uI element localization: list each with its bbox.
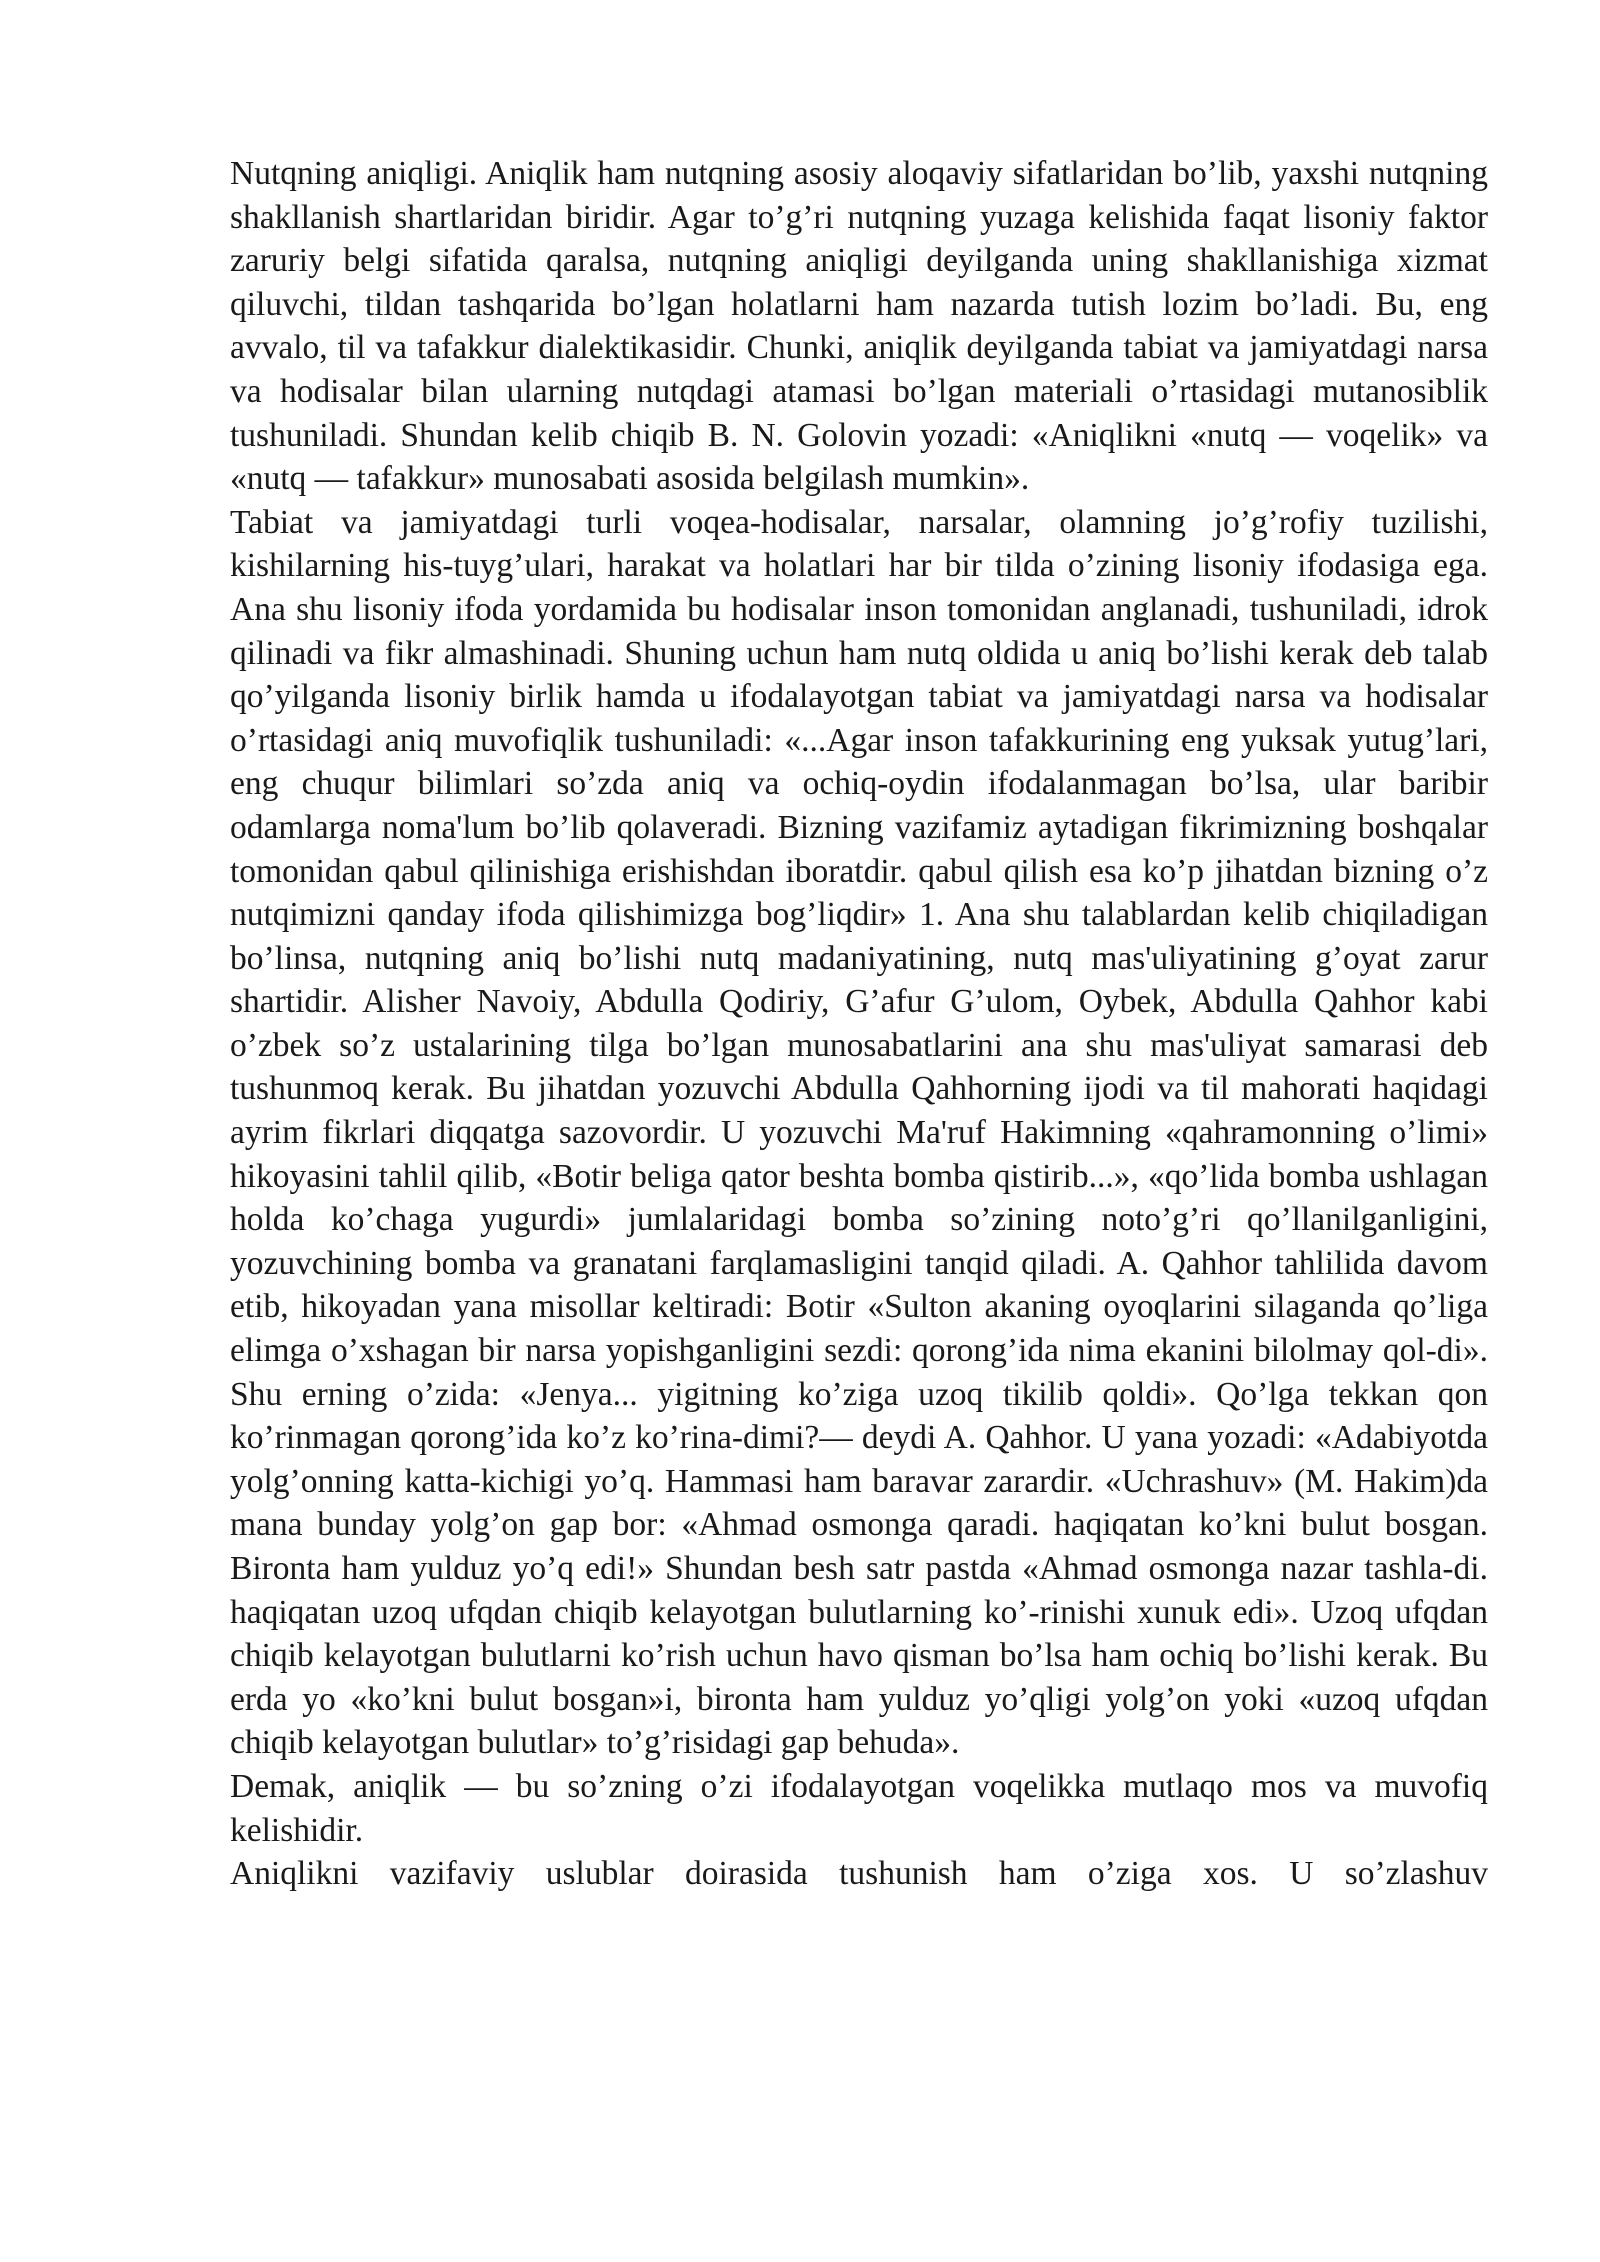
paragraph-tabiat-va-jamiyat: Tabiat va jamiyatdagi turli voqea-hodisalar, narsalar, olamning jo’g’rofiy tuzilishi, kishilarning his-tuyg’ulari, harakat va holatlari har bir tilda o’zining lisoniy ifodasiga ega. Ana shu lisoniy ifoda yordamida bu hodisalar inson tomonidan anglanadi, tushuniladi, idrok qilinadi va fikr almashinadi. Shuning uchun ham nutq oldida u aniq bo’lishi kerak deb talab qo’yilganda lisoniy birlik hamda u ifodalayotgan tabiat va jamiyatdagi narsa va hodisalar o’rtasidagi aniq muvofiqlik tushuniladi: «...Agar inson tafakkurining eng yuksak yutug’lari, eng chuqur bilimlari so’zda aniq va ochiq-oydin ifodalanmagan bo’lsa, ular baribir odamlarga noma'lum bo’lib qolaveradi. Bizning vazifamiz aytadigan fikrimizning boshqalar tomonidan qabul qilinishiga erishishdan iboratdir. qabul qilish esa ko’p jihatdan bizning o’z nutqimizni qanday ifoda qilishimizga bog’liqdir» 1. Ana shu talablardan kelib chiqiladigan bo’linsa, nutqning aniq bo’lishi nutq madaniyatining, nutq mas'uliyatining g’oyat zarur shartidir. Alisher Navoiy, Abdulla Qodiriy, G’afur G’ulom, Oybek, Abdulla Qahhor kabi o’zbek so’z ustalarining tilga bo’lgan munosabatlarini ana shu mas'uliyat samarasi deb tushunmoq kerak. Bu jihatdan yozuvchi Abdulla Qahhorning ijodi va til mahorati haqidagi ayrim fikrlari diqqatga sazovordir. U yozuvchi Ma'ruf Hakimning «qahramonning o’limi» hikoyasini tahlil qilib, «Botir beliga qator beshta bomba qistirib...», «qo’lida bomba ushlagan holda ko’chaga yugurdi» jumlalaridagi bomba so’zining noto’g’ri qo’llanilganligini, yozuvchining bomba va granatani farqlamasligini tanqid qiladi. A. Qahhor tahlilida davom etib, hikoyadan yana misollar keltiradi: Botir «Sulton akaning oyoqlarini silaganda qo’liga elimga o’xshagan bir narsa yopishganligini sezdi: qorong’ida nima ekanini bilolmay qol-di». Shu erning o’zida: «Jenya... yigitning ko’ziga uzoq tikilib qoldi». Qo’lga tekkan qon ko’rinmagan qorong’ida ko’z ko’rina-dimi?— deydi A. Qahhor. U yana yozadi: «Adabiyotda yolg’onning katta-kichigi yo’q. Hammasi ham baravar zarardir. «Uchrashuv» (M. Hakim)da mana bunday yolg’on gap bor: «Ahmad osmonga qaradi. haqiqatan ko’kni bulut bosgan. Bironta ham yulduz yo’q edi!» Shundan besh satr pastda «Ahmad osmonga nazar tashla-di. haqiqatan uzoq ufqdan chiqib kelayotgan bulutlarning ko’-rinishi xunuk edi». Uzoq ufqdan chiqib kelayotgan bulutlarni ko’rish uchun havo qisman bo’lsa ham ochiq bo’lishi kerak. Bu erda yo «ko’kni bulut bosgan»i, bironta ham yulduz yo’qligi yolg’on yoki «uzoq ufqdan chiqib kelayotgan bulutlar» to’g’risidagi gap behuda». [230,503,1488,1762]
paragraph-aniqlikni-vazifaviy: Aniqlikni vazifaviy uslublar doirasida tushunish ham o’ziga xos. U so’zlashuv [230,1855,1488,1893]
paragraph-nutqning-aniqligi: Nutqning aniqligi. Aniqlik ham nutqning asosiy aloqaviy sifatlaridan bo’lib, yaxshi nutqning shakllanish shartlaridan biridir. Agar to’g’ri nutqning yuzaga kelishida faqat lisoniy faktor zaruriy belgi sifatida qaralsa, nutqning aniqligi deyilganda uning shakllanishiga xizmat qiluvchi, tildan tashqarida bo’lgan holatlarni ham nazarda tutish lozim bo’ladi. Bu, eng avvalo, til va tafakkur dialektikasidir. Chunki, aniqlik deyilganda tabiat va jamiyatdagi narsa va hodisalar bilan ularning nutqdagi atamasi bo’lgan materiali o’rtasidagi mutanosiblik tushuniladi. Shundan kelib chiqib B. N. Golovin yozadi: «Aniqlikni «nutq — voqelik» va «nutq — tafakkur» munosabati asosida belgilash mumkin». [230,155,1488,498]
document-page [230,152,1488,1896]
paragraph-demak-aniqlik: Demak, aniqlik — bu so’zning o’zi ifodalayotgan voqelikka mutlaqo mos va muvofiq kelishidir. [230,1767,1488,1849]
